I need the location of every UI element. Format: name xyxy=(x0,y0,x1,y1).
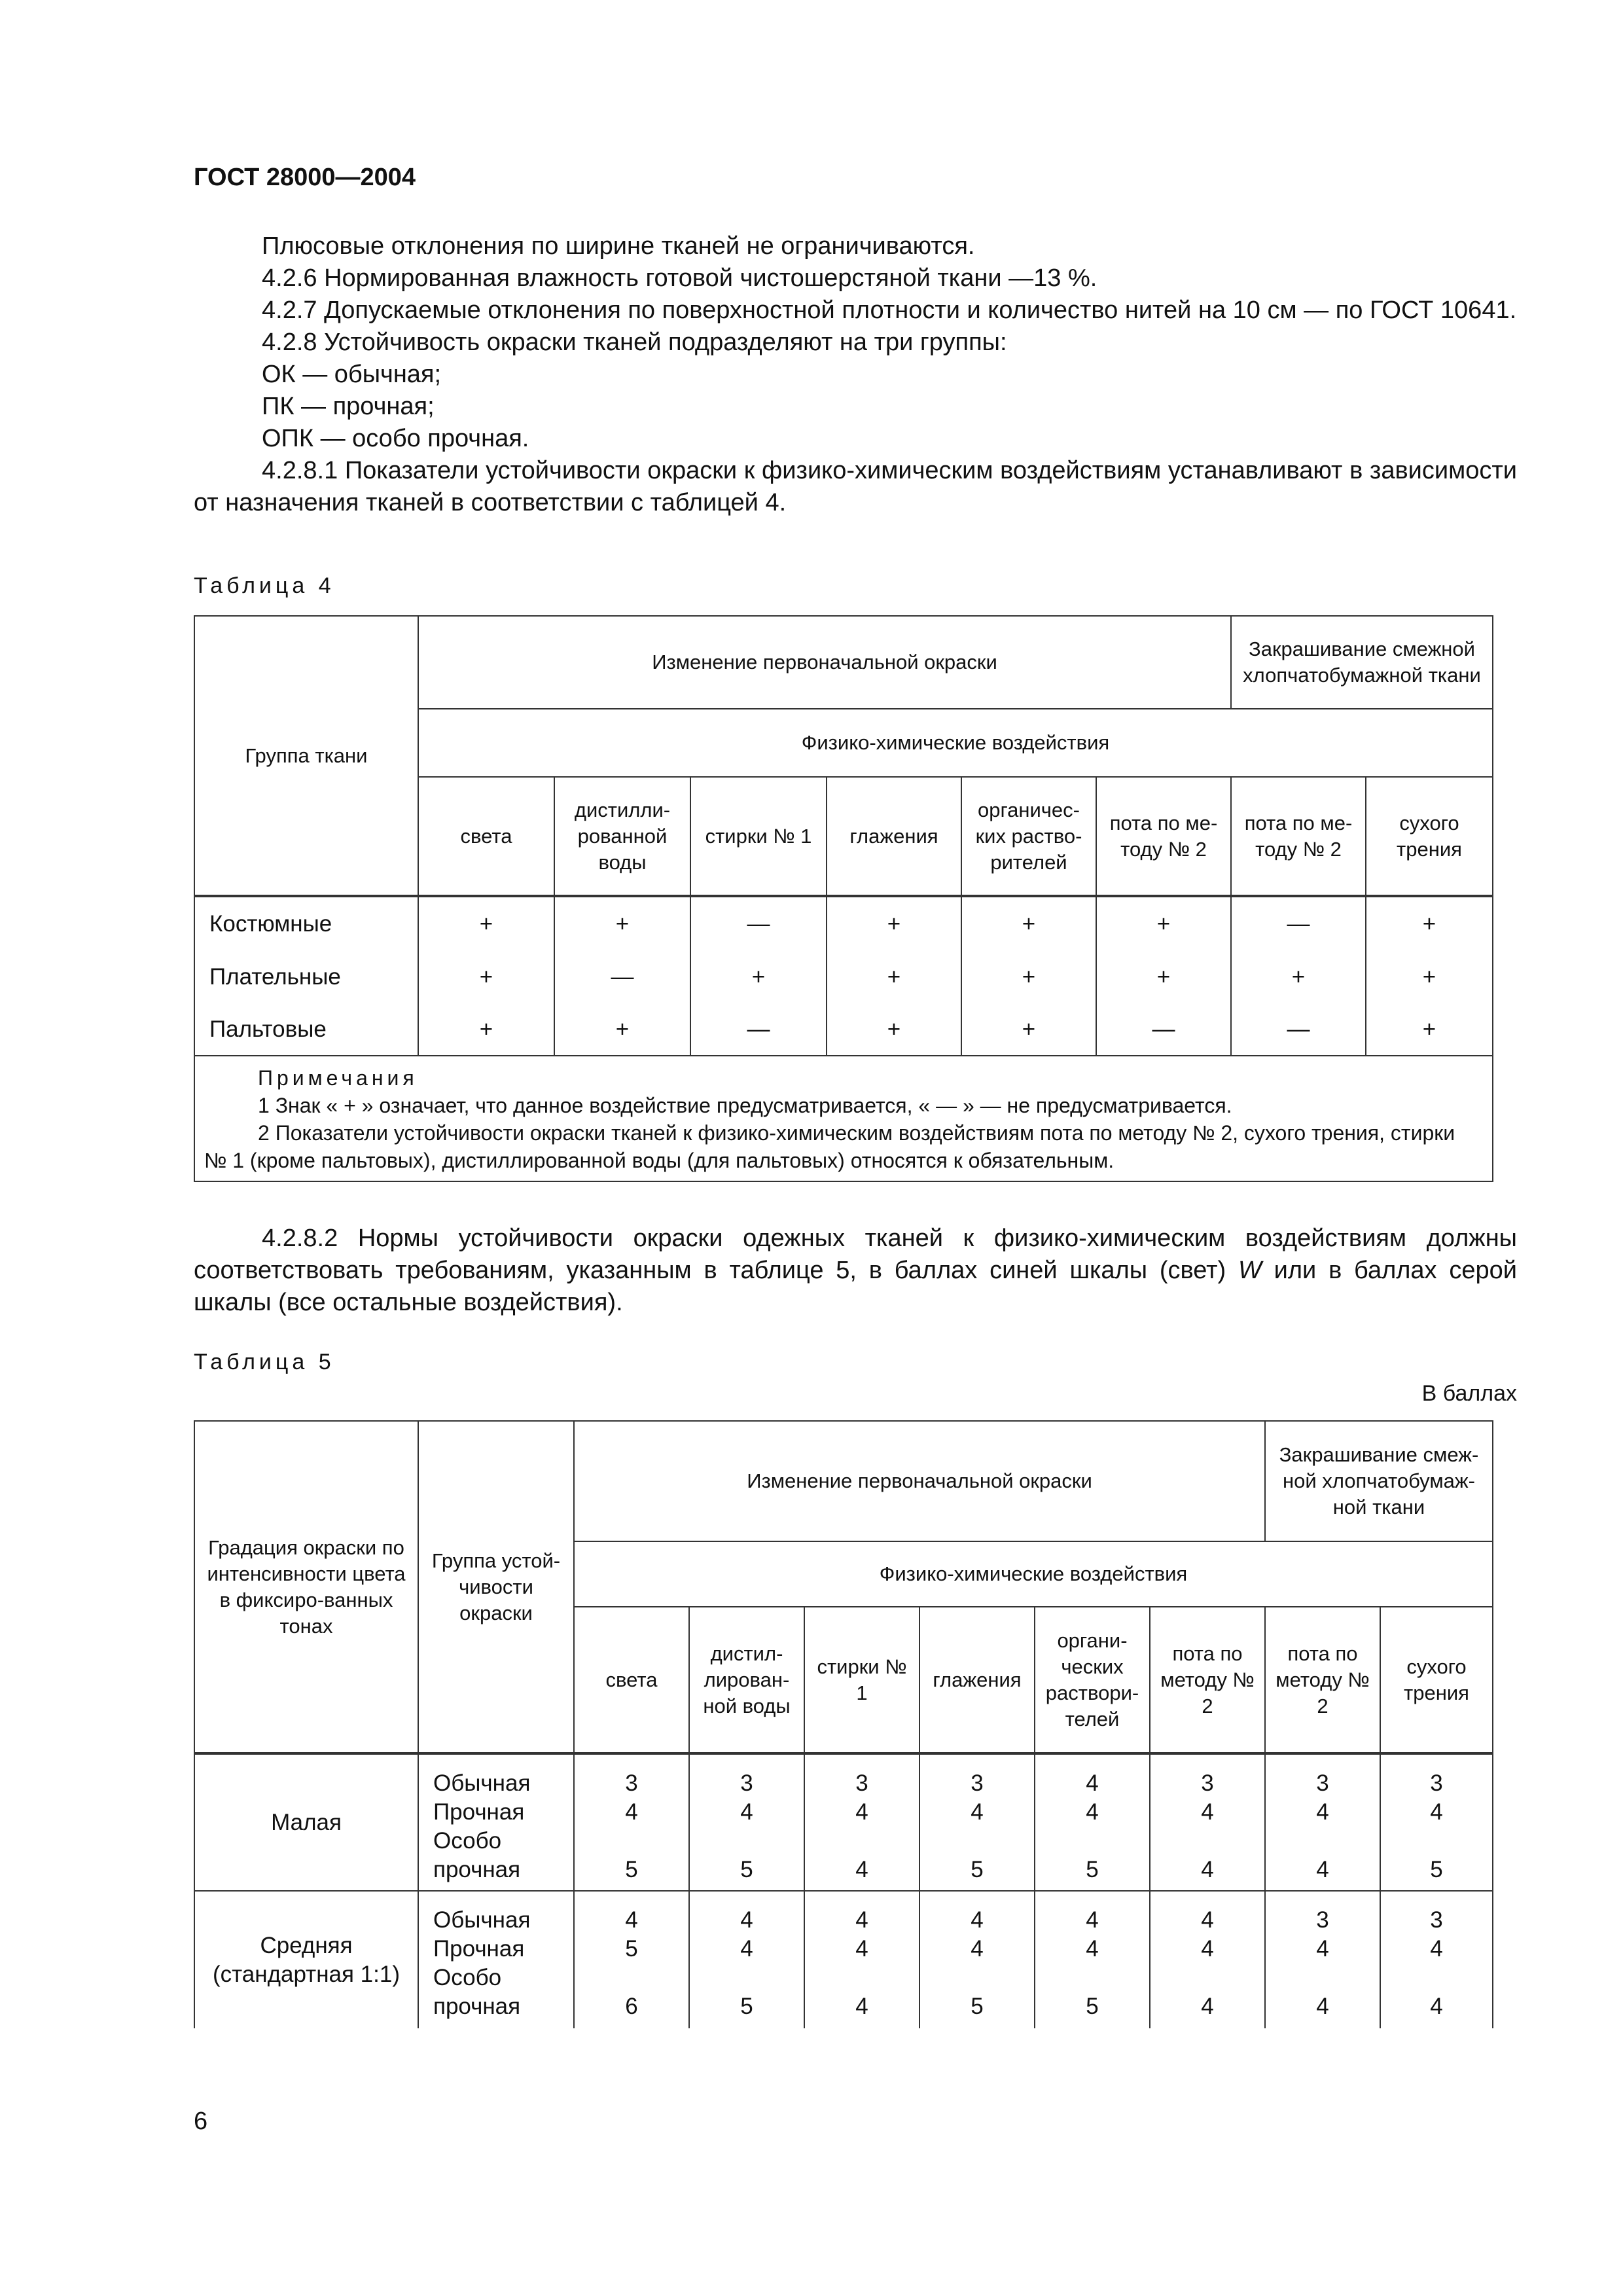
value: 4 xyxy=(1430,1799,1443,1825)
table-cell xyxy=(1150,1891,1265,2028)
value: 4 xyxy=(1201,1857,1214,1882)
value: 4 xyxy=(625,1799,638,1825)
group-label: прочная xyxy=(433,1857,521,1882)
paragraph: 4.2.6 Нормированная влажность готовой чистошерстяной ткани —13 %. xyxy=(262,264,1097,292)
table4-notes xyxy=(194,1056,1493,1181)
paragraph: 4.2.8.1 Показатели устойчивости окраски к физико-химическим воздействиям устанавливают в зависимости от назначения тканей в соответствии с таблицей 4. xyxy=(194,457,1517,516)
table-cell xyxy=(1035,1891,1150,2028)
table-cell: + xyxy=(554,896,690,951)
value: 6 xyxy=(625,1994,638,2019)
value: 4 xyxy=(855,1857,868,1882)
table-cell: — xyxy=(690,896,827,951)
value: 4 xyxy=(971,1799,984,1825)
table-4 xyxy=(194,615,1493,1182)
group-list xyxy=(418,1891,574,2028)
value: 4 xyxy=(740,1936,753,1962)
table-cell: + xyxy=(1366,1003,1493,1056)
table-cell: + xyxy=(418,951,554,1003)
table-cell: + xyxy=(1366,951,1493,1003)
column-header: пота по методу № 2 xyxy=(1150,1607,1265,1753)
group-header: Закрашивание смеж-ной хлопчатобумаж-ной ткани xyxy=(1265,1421,1493,1541)
value: 5 xyxy=(740,1857,753,1882)
value: 3 xyxy=(1316,1907,1329,1933)
paragraph-text: или в баллах серой шкалы (все остальные воздействия). xyxy=(194,1257,1517,1316)
subgroup-header: Физико-химические воздействия xyxy=(574,1541,1493,1607)
table-cell: + xyxy=(1096,896,1231,951)
table-cell xyxy=(574,1891,689,2028)
value: 4 xyxy=(1430,1994,1443,2019)
value: 4 xyxy=(1086,1907,1099,1933)
value: 4 xyxy=(1086,1936,1099,1962)
table5-units: В баллах xyxy=(1421,1381,1517,1406)
table-cell xyxy=(804,1753,919,1891)
paragraph: 4.2.8 Устойчивость окраски тканей подразделяют на три группы: xyxy=(262,329,1007,356)
intro-paragraphs xyxy=(194,230,1517,519)
value: 4 xyxy=(1316,1936,1329,1962)
value: 4 xyxy=(855,1994,868,2019)
column-header: органи-ческих раствори-телей xyxy=(1035,1607,1150,1753)
group-label: прочная xyxy=(433,1994,521,2019)
table-5 xyxy=(194,1420,1493,2028)
document-header: ГОСТ 28000—2004 xyxy=(194,164,416,191)
value: 4 xyxy=(1316,1799,1329,1825)
value: 4 xyxy=(1430,1936,1443,1962)
group-label: Обычная xyxy=(433,1770,531,1796)
note-line: 1 Знак « + » означает, что данное воздействие предусматривается, « — » — не предусматривается. xyxy=(258,1094,1232,1117)
value: 4 xyxy=(855,1936,868,1962)
row-label: Плательные xyxy=(194,951,418,1003)
paragraph-4282 xyxy=(194,1223,1517,1319)
value: 5 xyxy=(625,1857,638,1882)
column-header: сухого трения xyxy=(1366,777,1493,896)
column-header: сухого трения xyxy=(1380,1607,1493,1753)
group-header: Закрашивание смежной хлопчатобумажной ткани xyxy=(1231,616,1493,709)
table-cell: + xyxy=(690,951,827,1003)
value: 3 xyxy=(971,1770,984,1796)
table-cell xyxy=(1380,1753,1493,1891)
value: 5 xyxy=(1086,1994,1099,2019)
column-header: дистилли-рованной воды xyxy=(554,777,690,896)
table-cell xyxy=(1150,1753,1265,1891)
value: 4 xyxy=(740,1799,753,1825)
table-cell: — xyxy=(554,951,690,1003)
value: 4 xyxy=(1201,1936,1214,1962)
paragraph: ОК — обычная; xyxy=(262,361,442,388)
value: 4 xyxy=(1086,1799,1099,1825)
table5-caption: Таблица 5 xyxy=(194,1350,335,1374)
page-number: 6 xyxy=(194,2108,208,2135)
value: 3 xyxy=(855,1770,868,1796)
value: 4 xyxy=(1201,1994,1214,2019)
value: 4 xyxy=(855,1799,868,1825)
value: 3 xyxy=(625,1770,638,1796)
table-row xyxy=(194,1753,1493,1891)
table-cell xyxy=(804,1891,919,2028)
table-cell: — xyxy=(1231,896,1366,951)
column-header: стирки № 1 xyxy=(804,1607,919,1753)
gradation-label: Малая xyxy=(194,1753,418,1891)
value: 5 xyxy=(1086,1857,1099,1882)
table-cell xyxy=(919,1753,1035,1891)
table-cell: — xyxy=(690,1003,827,1056)
column-header: органичес-ких раство-рителей xyxy=(961,777,1096,896)
table-cell: — xyxy=(1096,1003,1231,1056)
table-row xyxy=(194,1891,1493,2028)
group-label: Особо xyxy=(433,1965,502,1990)
note-line: 2 Показатели устойчивости окраски тканей к физико-химическим воздействиям пота по методу № 2, сухого трения, стирки № 1 (кроме пальтовых), дистиллированной воды (для пальтовых) относятся к обязательным. xyxy=(204,1121,1455,1172)
group-label: Особо xyxy=(433,1828,502,1854)
paragraph: 4.2.7 Допускаемые отклонения по поверхностной плотности и количество нитей на 10 см — по ГОСТ 10641. xyxy=(262,296,1517,324)
column-header: Группа устой-чивости окраски xyxy=(418,1421,574,1753)
table-cell: + xyxy=(554,1003,690,1056)
table-cell xyxy=(1265,1891,1380,2028)
table-cell: + xyxy=(418,1003,554,1056)
table-cell: + xyxy=(827,896,961,951)
table-cell: — xyxy=(1231,1003,1366,1056)
value: 5 xyxy=(740,1994,753,2019)
row-label: Костюмные xyxy=(194,896,418,951)
value: 4 xyxy=(1316,1994,1329,2019)
table-cell xyxy=(689,1753,804,1891)
table-cell: + xyxy=(1096,951,1231,1003)
table-row xyxy=(194,896,1493,951)
value: 3 xyxy=(1430,1907,1443,1933)
value: 4 xyxy=(1201,1799,1214,1825)
row-label: Пальтовые xyxy=(194,1003,418,1056)
column-header: пота по ме-тоду № 2 xyxy=(1231,777,1366,896)
gradation-label: Средняя (стандартная 1:1) xyxy=(194,1891,418,2028)
paragraph: Плюсовые отклонения по ширине тканей не ограничиваются. xyxy=(262,232,975,260)
paragraph: ПК — прочная; xyxy=(262,393,435,420)
table-cell: + xyxy=(827,1003,961,1056)
group-label: Прочная xyxy=(433,1936,525,1962)
paragraph: ОПК — особо прочная. xyxy=(262,425,529,452)
value: 5 xyxy=(1430,1857,1443,1882)
table-cell xyxy=(919,1891,1035,2028)
group-header: Изменение первоначальной окраски xyxy=(574,1421,1265,1541)
value: 5 xyxy=(971,1994,984,2019)
value: 3 xyxy=(1201,1770,1214,1796)
value: 4 xyxy=(971,1936,984,1962)
value: 4 xyxy=(1316,1857,1329,1882)
column-header: пота по методу № 2 xyxy=(1265,1607,1380,1753)
notes-title: Примечания xyxy=(258,1066,418,1090)
table-cell: + xyxy=(1231,951,1366,1003)
column-header: света xyxy=(418,777,554,896)
column-header: стирки № 1 xyxy=(690,777,827,896)
table-cell: + xyxy=(961,951,1096,1003)
table-cell: + xyxy=(418,896,554,951)
table-cell xyxy=(1380,1891,1493,2028)
table-cell: + xyxy=(1366,896,1493,951)
column-header: глажения xyxy=(827,777,961,896)
value: 4 xyxy=(740,1907,753,1933)
table-row xyxy=(194,1003,1493,1056)
value: 3 xyxy=(1316,1770,1329,1796)
group-list xyxy=(418,1753,574,1891)
value: 5 xyxy=(625,1936,638,1962)
table-row xyxy=(194,951,1493,1003)
value: 4 xyxy=(855,1907,868,1933)
value: 3 xyxy=(740,1770,753,1796)
value: 4 xyxy=(1201,1907,1214,1933)
group-header: Изменение первоначальной окраски xyxy=(418,616,1231,709)
row-header: Группа ткани xyxy=(194,616,418,896)
paragraph xyxy=(194,1223,1517,1319)
table-cell xyxy=(689,1891,804,2028)
table-cell xyxy=(1035,1753,1150,1891)
table-cell: + xyxy=(961,896,1096,951)
column-header: глажения xyxy=(919,1607,1035,1753)
column-header: света xyxy=(574,1607,689,1753)
table-cell: + xyxy=(961,1003,1096,1056)
column-header: пота по ме-тоду № 2 xyxy=(1096,777,1231,896)
value: 3 xyxy=(1430,1770,1443,1796)
value: 4 xyxy=(1086,1770,1099,1796)
table-cell: + xyxy=(827,951,961,1003)
paragraph-text: 4.2.8.2 Нормы устойчивости окраски одежных тканей к физико-химическим воздействиям должны соответствовать требованиям, указанным в таблице 5, в баллах синей шкалы (свет) xyxy=(194,1225,1517,1284)
value: 4 xyxy=(625,1907,638,1933)
group-label: Обычная xyxy=(433,1907,531,1933)
table-cell xyxy=(1265,1753,1380,1891)
column-header: дистил-лирован-ной воды xyxy=(689,1607,804,1753)
value: 5 xyxy=(971,1857,984,1882)
table-cell xyxy=(574,1753,689,1891)
subgroup-header: Физико-химические воздействия xyxy=(418,709,1493,777)
group-label: Прочная xyxy=(433,1799,525,1825)
column-header: Градация окраски по интенсивности цвета в фиксиро-ванных тонах xyxy=(194,1421,418,1753)
value: 4 xyxy=(971,1907,984,1933)
paragraph-symbol: W xyxy=(1238,1257,1262,1284)
table4-caption: Таблица 4 xyxy=(194,573,335,598)
